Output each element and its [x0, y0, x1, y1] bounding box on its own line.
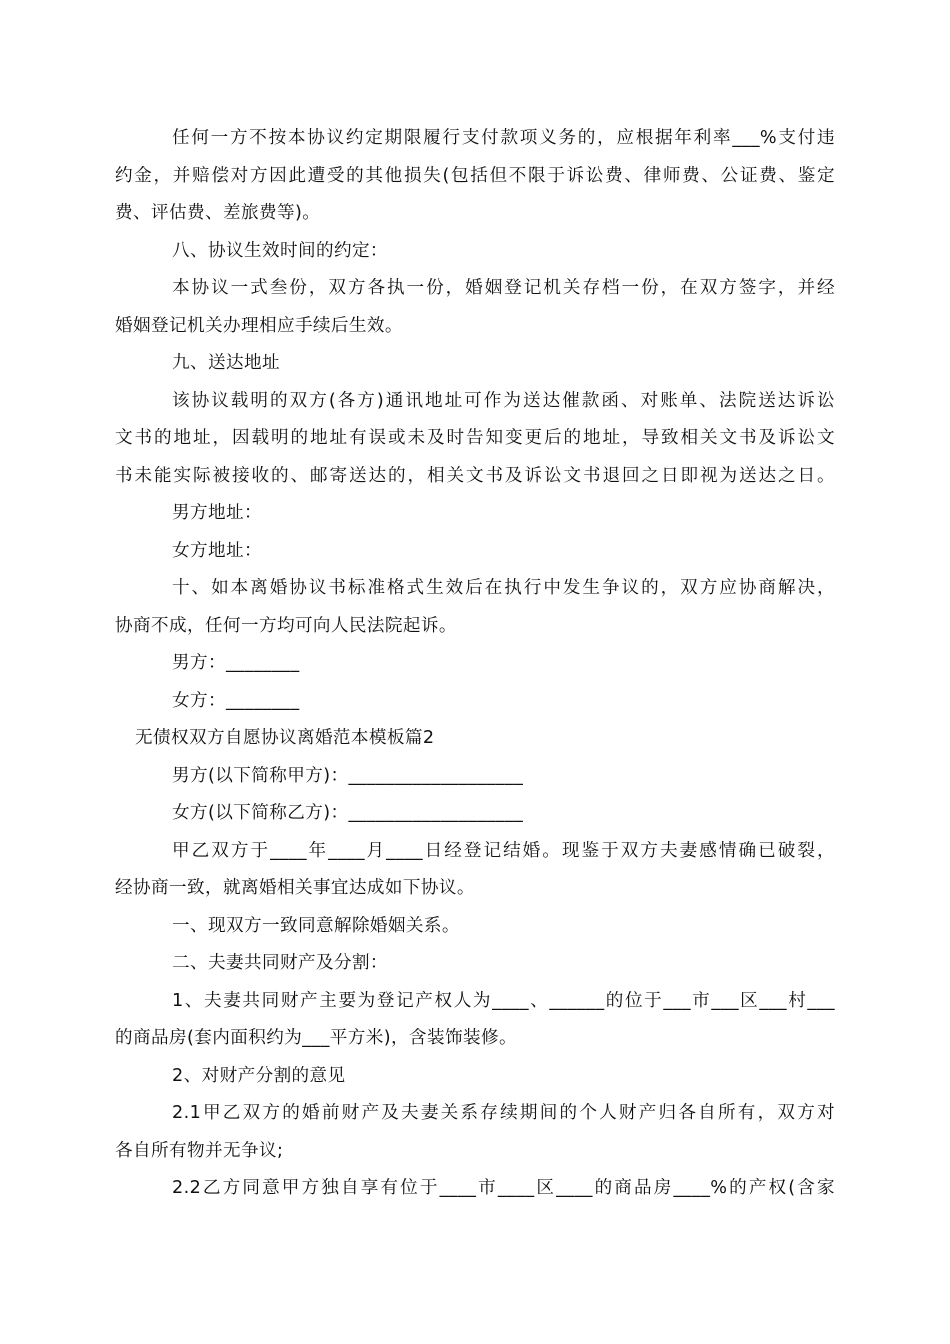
paragraph-line: 经协商一致，就离婚相关事宜达成如下协议。: [115, 878, 475, 898]
signature-line: 女方：________: [172, 691, 300, 711]
section-heading: 一、现双方一致同意解除婚姻关系。: [172, 916, 460, 936]
paragraph-line: 的商品房(套内面积约为___平方米)，含装饰装修。: [115, 1028, 517, 1048]
signature-line: 男方：________: [172, 653, 300, 673]
paragraph-line: 2.2乙方同意甲方独自享有位于____市____区____的商品房____%的产权(含家: [172, 1178, 835, 1198]
paragraph-line: 甲乙双方于____年____月____日经登记结婚。现鉴于双方夫妻感情确已破裂，: [172, 841, 835, 861]
section-heading: 2、对财产分割的意见: [172, 1066, 346, 1086]
field-line: 女方(以下简称乙方)：___________________: [172, 803, 524, 823]
paragraph-line: 本协议一式叁份，双方各执一份，婚姻登记机关存档一份，在双方签字，并经: [172, 278, 835, 298]
field-line: 男方地址：: [172, 503, 262, 523]
paragraph-line: 十、如本离婚协议书标准格式生效后在执行中发生争议的，双方应协商解决，: [172, 578, 835, 598]
section-heading: 九、送达地址: [172, 353, 280, 373]
field-line: 男方(以下简称甲方)：___________________: [172, 766, 524, 786]
paragraph-line: 约金，并赔偿对方因此遭受的其他损失(包括但不限于诉讼费、律师费、公证费、鉴定: [115, 166, 835, 186]
paragraph-line: 书未能实际被接收的、邮寄送达的，相关文书及诉讼文书退回之日即视为送达之日。: [115, 466, 835, 486]
section-heading: 二、夫妻共同财产及分割：: [172, 953, 388, 973]
paragraph-line: 1、夫妻共同财产主要为登记产权人为____、______的位于___市___区___村___: [172, 991, 835, 1011]
section-heading: 八、协议生效时间的约定：: [172, 241, 388, 261]
paragraph-line: 婚姻登记机关办理相应手续后生效。: [115, 316, 403, 336]
paragraph-line: 2.1甲乙双方的婚前财产及夫妻关系存续期间的个人财产归各自所有，双方对: [172, 1103, 835, 1123]
paragraph-line: 各自所有物并无争议;: [115, 1141, 284, 1161]
paragraph-line: 文书的地址，因载明的地址有误或未及时告知变更后的地址，导致相关文书及诉讼文: [115, 428, 835, 448]
paragraph-line: 该协议载明的双方(各方)通讯地址可作为送达催款函、对账单、法院送达诉讼: [172, 391, 835, 411]
paragraph-line: 任何一方不按本协议约定期限履行支付款项义务的，应根据年利率___%支付违: [172, 128, 835, 148]
article-title: 无债权双方自愿协议离婚范本模板篇2: [135, 728, 435, 748]
paragraph-line: 费、评估费、差旅费等)。: [115, 203, 321, 223]
paragraph-line: 协商不成，任何一方均可向人民法院起诉。: [115, 616, 457, 636]
field-line: 女方地址：: [172, 541, 262, 561]
